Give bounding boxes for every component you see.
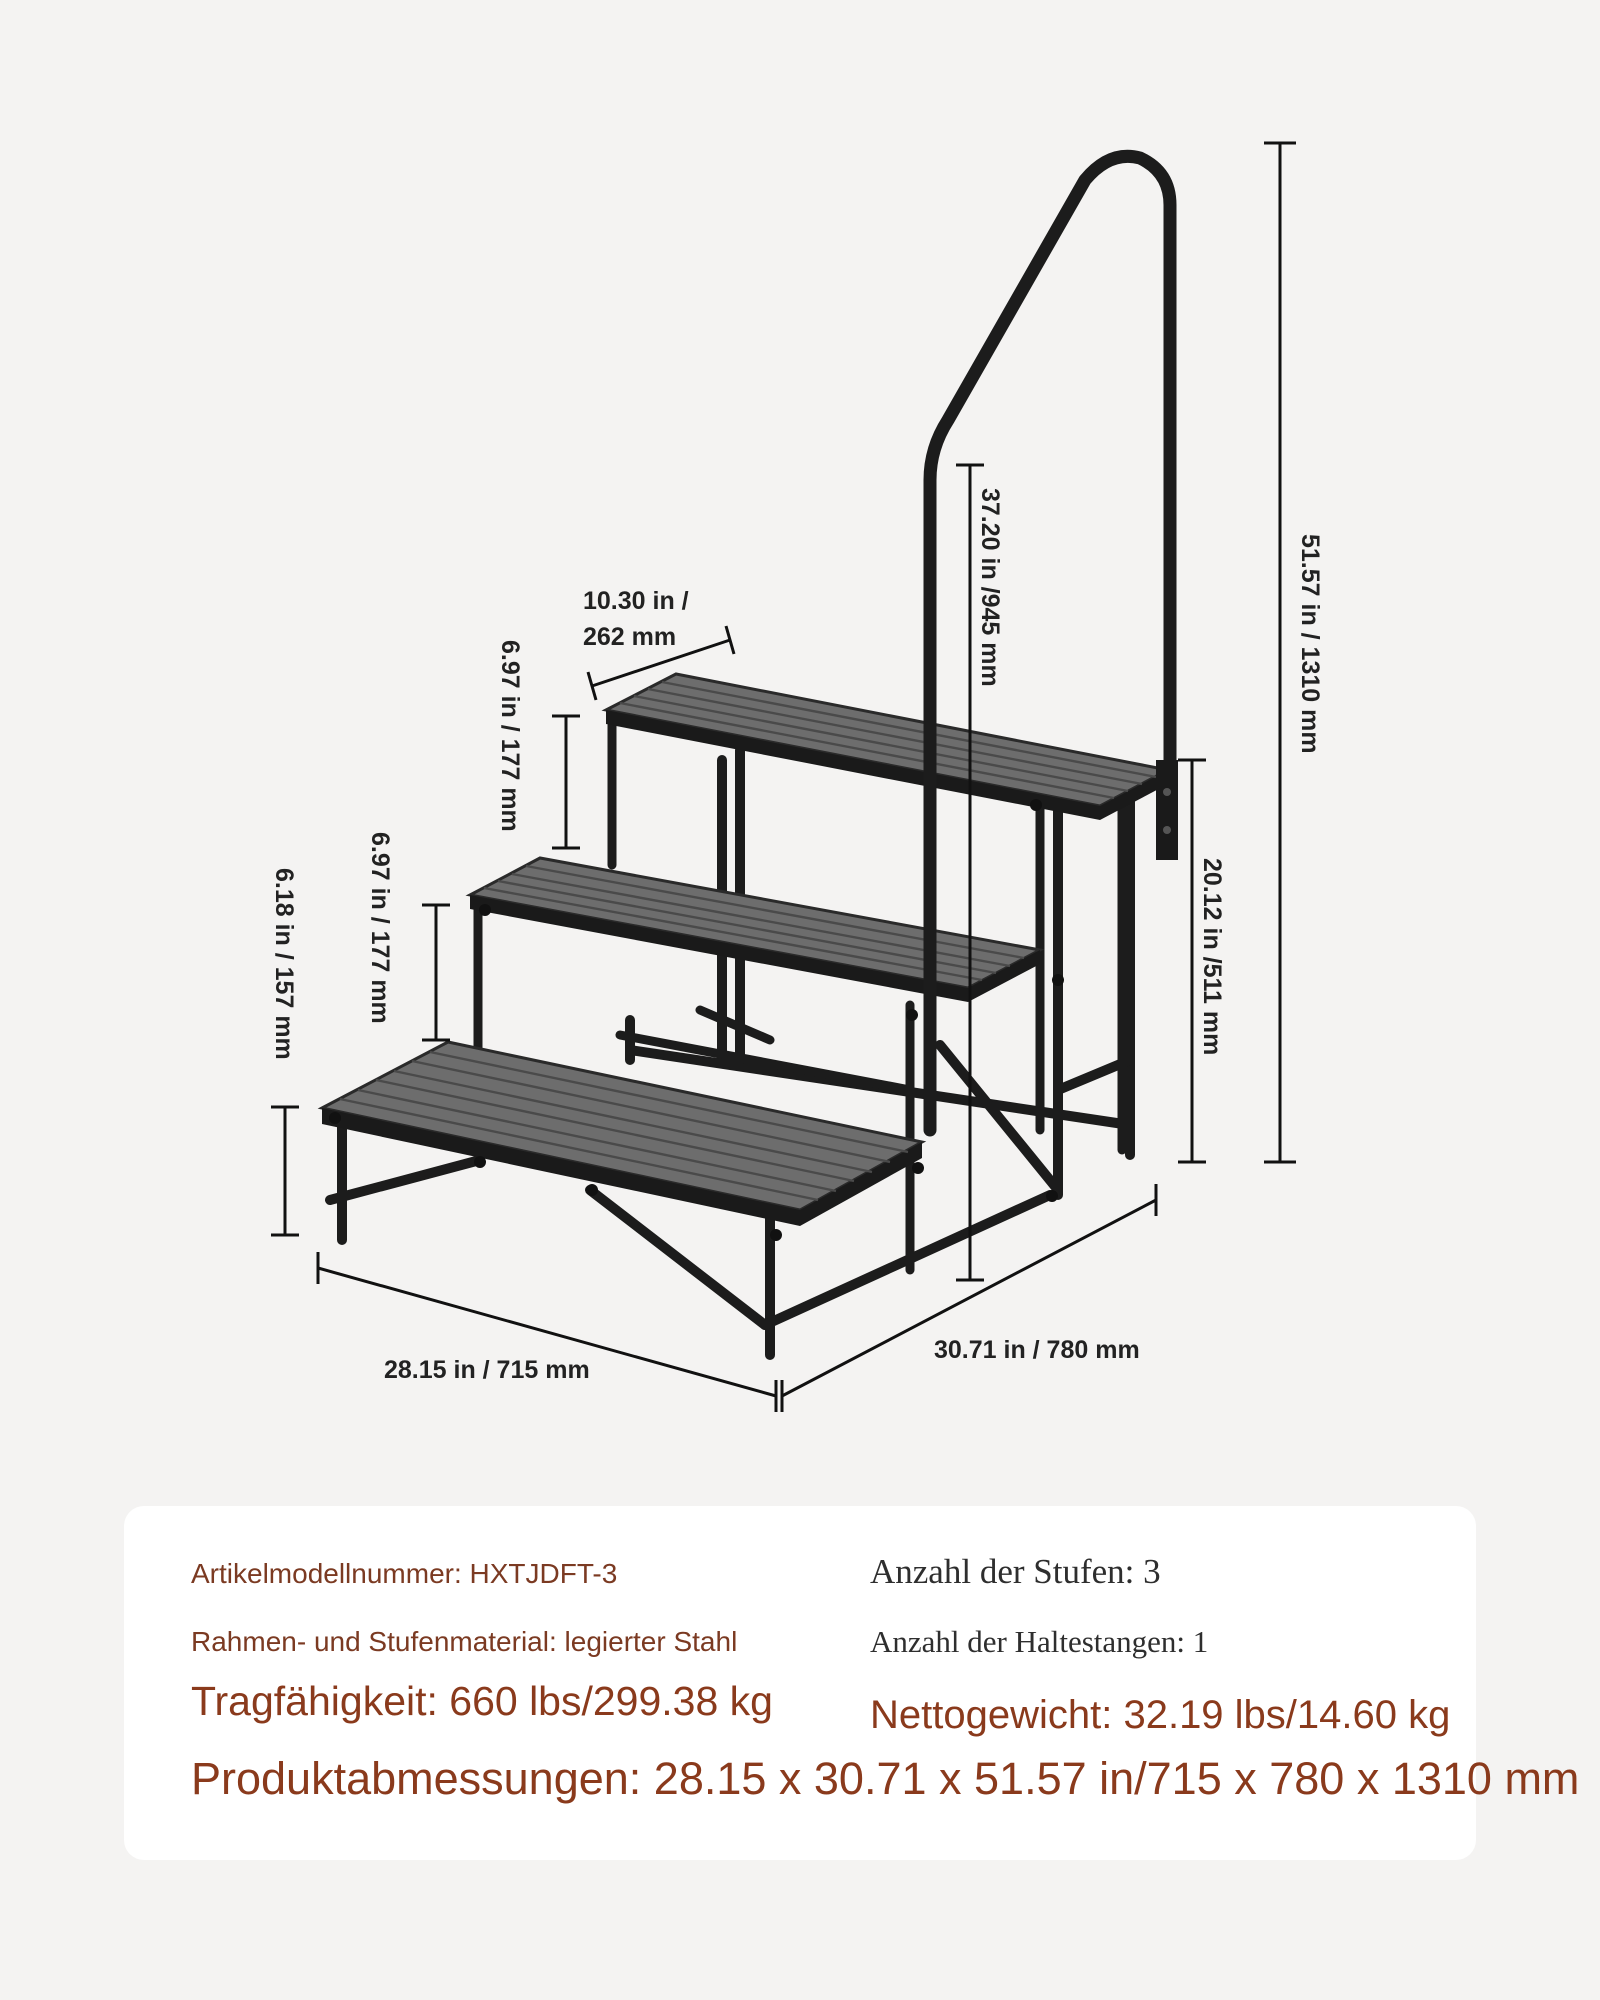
material: Rahmen- und Stufenmaterial: legierter Stahl (191, 1626, 738, 1657)
bottom-riser-label: 6.18 in / 157 mm (270, 868, 298, 1060)
step-depth-label-line1: 10.30 in / (583, 587, 689, 615)
spec-card (124, 1506, 1580, 1860)
load-capacity: Tragfähigkeit: 660 lbs/299.38 kg (191, 1678, 773, 1724)
upper-riser-label: 6.97 in / 177 mm (496, 640, 524, 832)
total-height-label: 51.57 in / 1310 mm (1296, 534, 1324, 754)
length-label: 30.71 in / 780 mm (934, 1336, 1140, 1364)
handrail-grip-height-label: 37.20 in /945 mm (976, 488, 1004, 687)
middle-riser-label: 6.97 in / 177 mm (366, 832, 394, 1024)
net-weight: Nettogewicht: 32.19 lbs/14.60 kg (870, 1693, 1451, 1737)
model-number: Artikelmodellnummer: HXTJDFT-3 (191, 1558, 618, 1589)
step-depth-label-line2: 262 mm (583, 623, 677, 651)
width-label: 28.15 in / 715 mm (384, 1356, 590, 1384)
stair-illustration (322, 156, 1178, 1355)
dimensions-summary: Produktabmessungen: 28.15 x 30.71 x 51.57 in/715 x 780 x 1310 mm (191, 1753, 1580, 1804)
handrail-count: Anzahl der Haltestangen: 1 (870, 1624, 1209, 1659)
platform-height-label: 20.12 in /511 mm (1198, 858, 1226, 1056)
step-count: Anzahl der Stufen: 3 (870, 1552, 1161, 1591)
